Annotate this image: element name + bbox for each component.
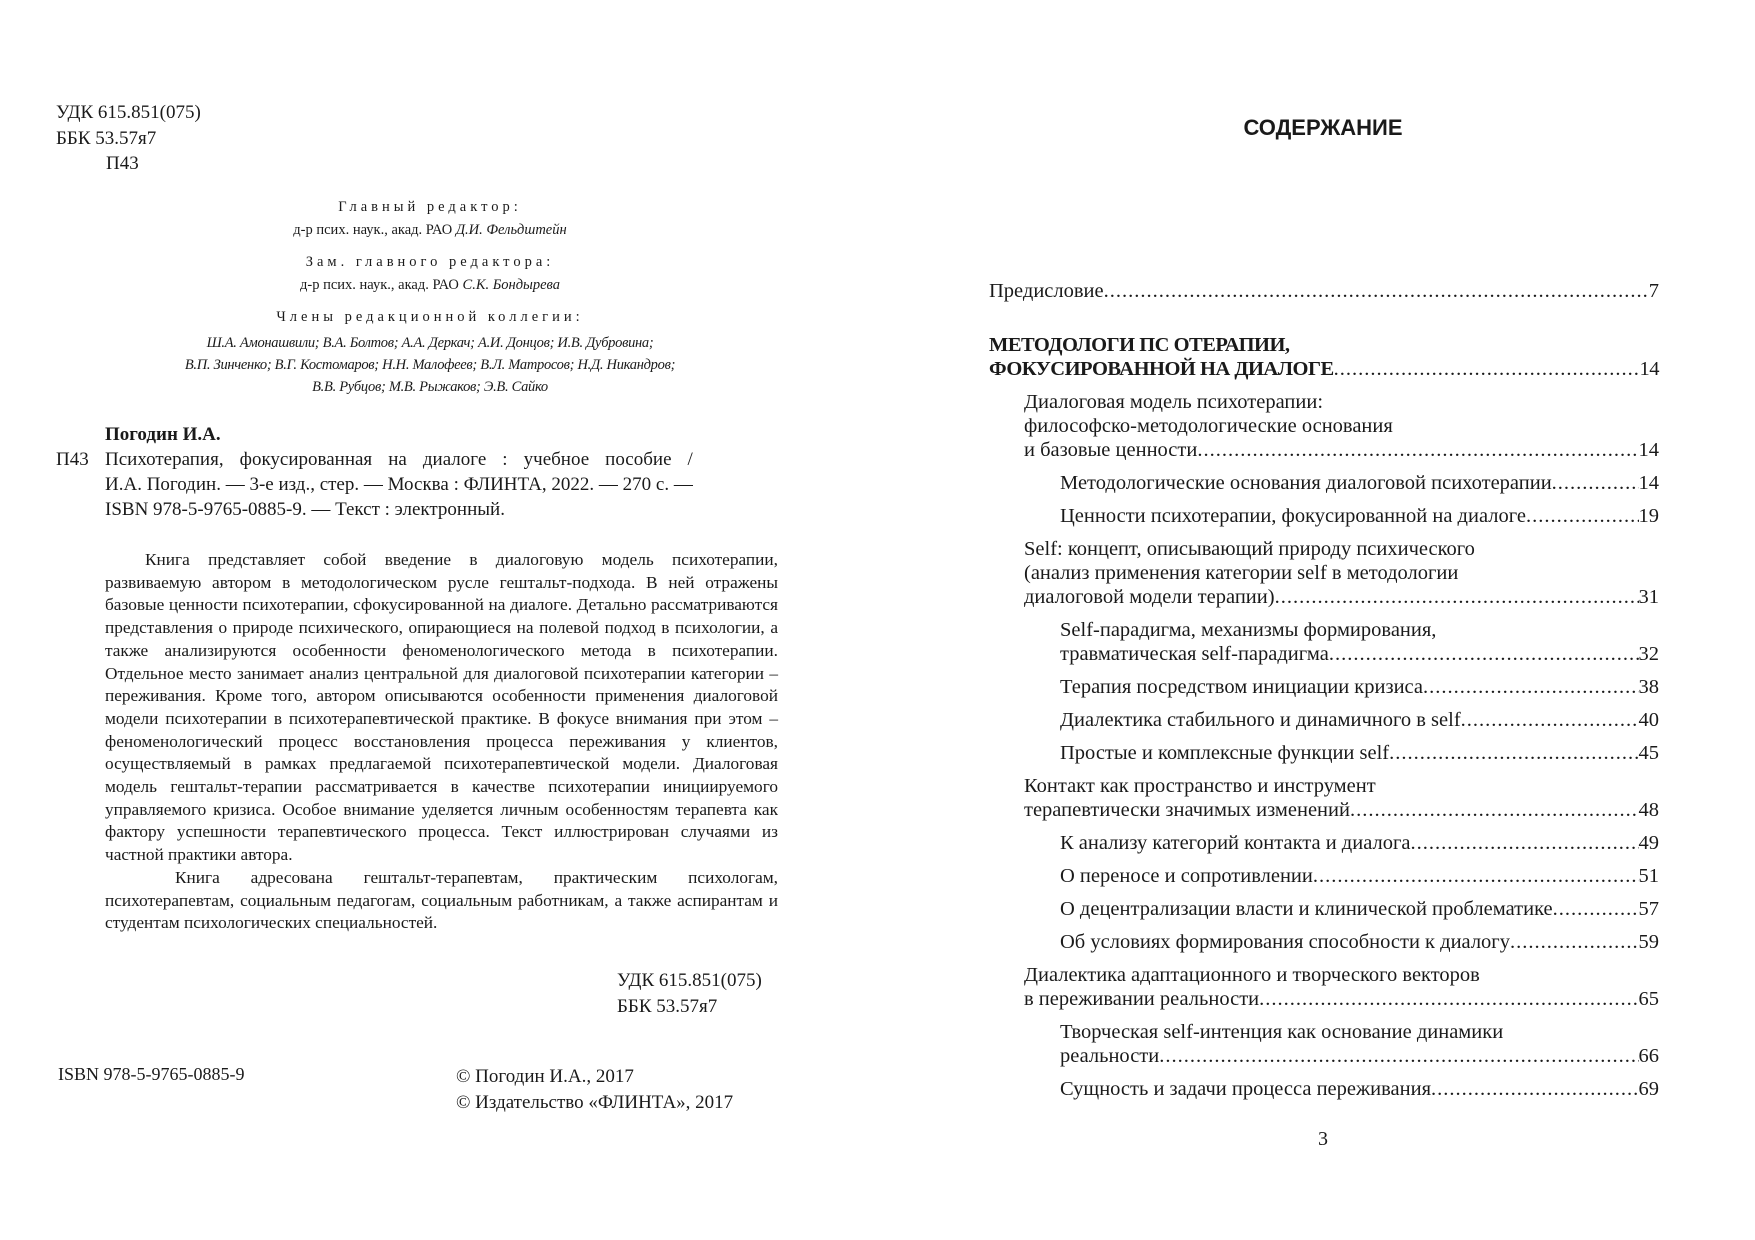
- toc-entry[interactable]: [989, 471, 1659, 495]
- dot-leader: [1410, 831, 1638, 855]
- toc-page-number: 48: [1638, 799, 1659, 821]
- toc-entry-last-line: [1024, 987, 1659, 1011]
- toc-entry-last-line: [1060, 930, 1659, 954]
- toc-entry-last-line: [1024, 585, 1659, 609]
- dot-leader: [1104, 279, 1649, 303]
- dot-leader: [1526, 504, 1639, 528]
- deputy-editor-role: Зам. главного редактора:: [305, 254, 555, 270]
- toc-entry-line: (анализ применения категории self в методологии: [1024, 562, 1459, 584]
- toc-entry-line: Self: концепт, описывающий природу психического: [1024, 538, 1475, 560]
- toc-entry-last-line: [989, 279, 1659, 303]
- toc-page-number: 51: [1638, 865, 1659, 887]
- toc-entry-title: Методологические основания диалоговой психотерапии: [1060, 472, 1552, 494]
- toc-entry-line: Творческая self-интенция как основание динамики: [1060, 1021, 1504, 1043]
- toc-entry-title: терапевтически значимых изменений: [1024, 799, 1350, 821]
- dot-leader: [1552, 471, 1639, 495]
- toc-entry-line: Self-парадигма, механизмы формирования,: [1060, 619, 1437, 641]
- author-mark: П43: [106, 153, 139, 174]
- toc-entry[interactable]: [989, 504, 1659, 528]
- toc-page-number: 14: [1638, 472, 1659, 494]
- bibliography-description: [105, 447, 693, 522]
- toc-entry-line: философско-методологические основания: [1024, 415, 1393, 437]
- toc-entry[interactable]: [989, 675, 1659, 699]
- toc-entry-last-line: [989, 357, 1659, 381]
- toc-entry[interactable]: [989, 1077, 1659, 1101]
- copyright: [456, 1064, 733, 1116]
- toc-page-number: 32: [1638, 643, 1659, 665]
- toc-page-number: 57: [1638, 898, 1659, 920]
- toc-entry[interactable]: [989, 741, 1659, 765]
- toc-entry-title: Простые и комплексные функции self: [1060, 742, 1390, 764]
- toc-page-number: 66: [1638, 1045, 1659, 1067]
- toc-entry[interactable]: [989, 537, 1659, 609]
- toc-entry[interactable]: [989, 618, 1659, 666]
- toc-entry-title: ФОКУСИРОВАННОЙ НА ДИАЛОГЕ: [989, 358, 1334, 380]
- bibliography-line: ISBN 978-5-9765-0885-9. — Текст : электронный.: [105, 499, 505, 520]
- toc-entry-last-line: [1060, 1077, 1659, 1101]
- toc-entry-title: Об условиях формирования способности к диалогу: [1060, 931, 1510, 953]
- page-number: 3: [1318, 1128, 1328, 1150]
- toc-page-number: 7: [1648, 280, 1659, 302]
- toc-page-number: 69: [1638, 1078, 1659, 1100]
- book-author: Погодин И.А.: [105, 424, 221, 445]
- toc-entry[interactable]: [989, 864, 1659, 888]
- toc-entry-title: О децентрализации власти и клинической проблематике: [1060, 898, 1553, 920]
- classification-codes: [56, 100, 201, 177]
- toc-entry-line: МЕТОДОЛОГИ ПС ОТЕРАПИИ,: [989, 334, 1290, 356]
- toc-page-number: 65: [1638, 988, 1659, 1010]
- isbn: ISBN 978-5-9765-0885-9: [58, 1064, 245, 1084]
- dot-leader: [1350, 798, 1639, 822]
- toc-entry-line: Диалектика адаптационного и творческого векторов: [1024, 964, 1480, 986]
- toc-page-number: 40: [1638, 709, 1659, 731]
- annotation: [105, 549, 778, 935]
- toc-entry-title: Сущность и задачи процесса переживания: [1060, 1078, 1432, 1100]
- toc-entry-last-line: [1060, 1044, 1659, 1068]
- dot-leader: [1461, 708, 1639, 732]
- copyright-line: © Издательство «ФЛИНТА», 2017: [456, 1092, 734, 1113]
- toc-entry-last-line: [1060, 831, 1659, 855]
- dot-leader: [1334, 357, 1640, 381]
- toc-entry[interactable]: [989, 390, 1659, 462]
- toc-entry-title: травматическая self-парадигма: [1060, 643, 1329, 665]
- bibliographic-record: [56, 422, 778, 522]
- bibliography-line: И.А. Погодин. — 3-е изд., стер. — Москва : ФЛИНТА, 2022. — 270 с. —: [105, 474, 693, 495]
- board-line: В.В. Рубцов; М.В. Рыжаков; Э.В. Сайко: [312, 379, 548, 395]
- toc-entry[interactable]: [989, 963, 1659, 1011]
- toc-entry-last-line: [1060, 642, 1659, 666]
- chief-editor-role: Главный редактор:: [338, 199, 522, 215]
- board-members: [130, 332, 730, 398]
- dot-leader: [1313, 864, 1639, 888]
- deputy-editor: [130, 273, 730, 297]
- toc-entry-last-line: [1060, 741, 1659, 765]
- toc-page-number: 14: [1639, 358, 1659, 380]
- bibliography-line: Психотерапия, фокусированная на диалоге : учебное пособие /: [105, 449, 693, 470]
- toc-entry-last-line: [1060, 675, 1659, 699]
- toc-entry[interactable]: [989, 333, 1659, 381]
- toc-page-number: 31: [1638, 586, 1659, 608]
- toc-entry-title: и базовые ценности: [1024, 439, 1198, 461]
- classification-codes-bottom: [617, 968, 762, 1019]
- toc-entry-title: К анализу категорий контакта и диалога: [1060, 832, 1411, 854]
- toc-entry-last-line: [1060, 897, 1659, 921]
- udk-code: УДК 615.851(075): [56, 102, 201, 123]
- toc-entry-last-line: [1060, 864, 1659, 888]
- toc-entry[interactable]: [989, 897, 1659, 921]
- board-line: Ш.А. Амонашвили; В.А. Болтов; А.А. Деркач; А.И. Донцов; И.В. Дубровина;: [206, 335, 654, 351]
- bibliography-code: П43: [56, 449, 89, 470]
- toc-entry[interactable]: [989, 831, 1659, 855]
- dot-leader: [1159, 1044, 1638, 1068]
- toc-entry-last-line: [1060, 708, 1659, 732]
- udk-code: УДК 615.851(075): [617, 970, 762, 991]
- toc-entry-line: Диалоговая модель психотерапии:: [1024, 391, 1324, 413]
- toc-entry-title: в переживании реальности: [1024, 988, 1260, 1010]
- dot-leader: [1423, 675, 1639, 699]
- toc-entry-title: диалоговой модели терапии): [1024, 586, 1275, 608]
- annotation-paragraph: Книга представляет собой введение в диалоговую модель психотерапии, развиваемую автором в методологическом русле гештальт-подхода. В ней отражены базовые ценности психотерапии, сфокусированной на диалоге. Детально рассматриваются представления о природе психического, опирающиеся на полевой подход в психологии, а также анализируются особенности феноменологического метода в психотерапии. Отдельное место занимает анализ центральной для диалоговой психотерапии категории – переживания. Кроме того, автором описываются особенности применения диалоговой модели психотерапии в психотерапевтической практике. В фокусе внимания при этом – феноменологический процесс восстановления процесса переживания у клиентов, осуществляемый в рамках предлагаемой психотерапевтической модели. Диалоговая модель гештальт-терапии рассматривается в качестве психотерапии инициируемого управляемого кризиса. Особое внимание уделяется личным особенностям терапевта как фактору успешности терапевтического процесса. Текст иллюстрирован случаями из частной практики автора.: [105, 550, 778, 865]
- chief-editor: [130, 218, 730, 242]
- toc-page-number: 45: [1638, 742, 1659, 764]
- dot-leader: [1510, 930, 1639, 954]
- toc-entry-last-line: [1024, 798, 1659, 822]
- toc-entry-title: Предисловие: [989, 280, 1104, 302]
- toc-page-number: 14: [1638, 439, 1659, 461]
- toc-entry-title: Диалектика стабильного и динамичного в self: [1060, 709, 1461, 731]
- dot-leader: [1553, 897, 1639, 921]
- toc-page-number: 49: [1638, 832, 1659, 854]
- dot-leader: [1389, 741, 1638, 765]
- toc-entry[interactable]: [989, 279, 1659, 303]
- bbk-code: ББК 53.57я7: [617, 995, 718, 1017]
- toc-entry-title: Терапия посредством инициации кризиса: [1060, 676, 1423, 698]
- dot-leader: [1329, 642, 1639, 666]
- dot-leader: [1197, 438, 1638, 462]
- deputy-editor-name: С.К. Бондырева: [462, 277, 560, 293]
- toc-entry-last-line: [1060, 471, 1659, 495]
- editorial-board: [130, 187, 730, 398]
- toc-page-number: 19: [1638, 505, 1659, 527]
- table-of-contents: [989, 279, 1659, 1101]
- dot-leader: [1275, 585, 1639, 609]
- toc-title: СОДЕРЖАНИЕ: [1243, 115, 1403, 140]
- bbk-code: ББК 53.57я7: [56, 127, 157, 149]
- toc-entry-line: Контакт как пространство и инструмент: [1024, 775, 1376, 797]
- toc-entry-title: реальности: [1060, 1045, 1160, 1067]
- board-line: В.П. Зинченко; В.Г. Костомаров; Н.Н. Малофеев; В.Л. Матросов; Н.Д. Никандров;: [184, 357, 676, 373]
- toc-page-number: 38: [1638, 676, 1659, 698]
- annotation-paragraph: Книга адресована гештальт-терапевтам, практическим психологам, психотерапевтам, социальным педагогам, социальным работникам, а также аспирантам и студентам психологических специальностей.: [105, 867, 778, 933]
- copyright-line: © Погодин И.А., 2017: [456, 1066, 634, 1087]
- toc-page-number: 59: [1638, 931, 1659, 953]
- toc-entry-title: О переносе и сопротивлении: [1060, 865, 1313, 887]
- toc-entry-last-line: [1060, 504, 1659, 528]
- chief-editor-name: Д.И. Фельдштейн: [455, 222, 567, 238]
- toc-entry[interactable]: [989, 930, 1659, 954]
- toc-entry-title: Ценности психотерапии, фокусированной на диалоге: [1060, 505, 1526, 527]
- toc-entry-last-line: [1024, 438, 1659, 462]
- dot-leader: [1259, 987, 1638, 1011]
- toc-entry[interactable]: [989, 1020, 1659, 1068]
- toc-entry[interactable]: [989, 774, 1659, 822]
- dot-leader: [1431, 1077, 1638, 1101]
- toc-entry[interactable]: [989, 708, 1659, 732]
- chief-editor-title: д-р псих. наук., акад. РАО: [293, 222, 453, 238]
- deputy-editor-title: д-р псих. наук., акад. РАО: [299, 277, 459, 293]
- board-role: Члены редакционной коллегии:: [276, 309, 584, 325]
